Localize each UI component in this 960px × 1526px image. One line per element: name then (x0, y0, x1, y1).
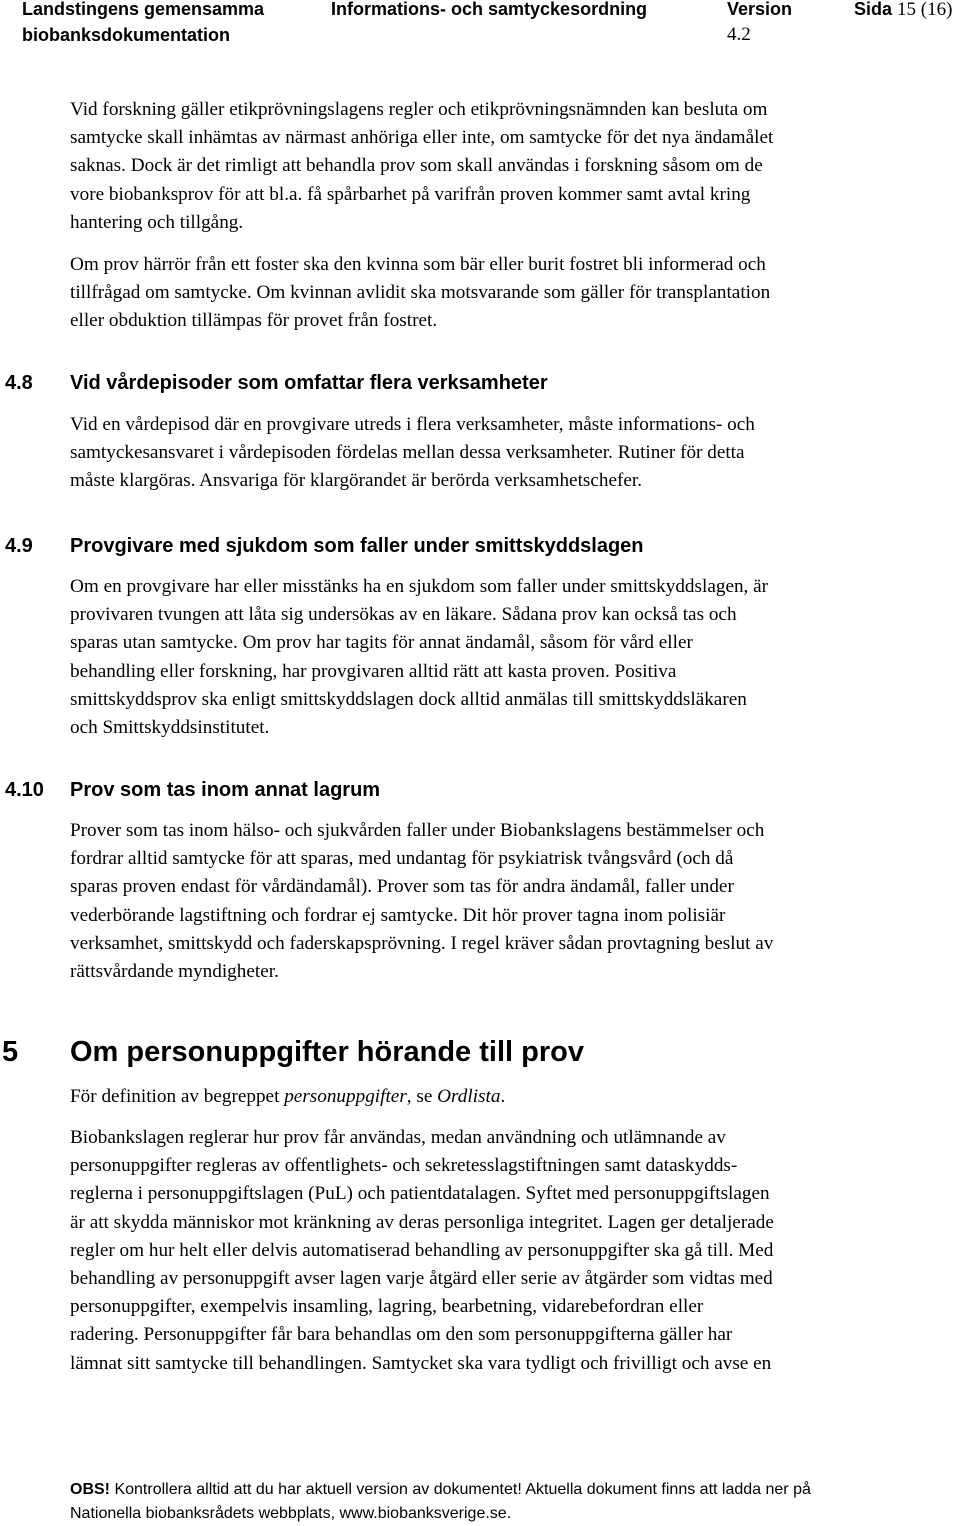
text-line: Om en provgivare har eller misstänks ha en sjukdom som faller under smittskyddslagen, är (70, 576, 769, 597)
header-version-number: 4.2 (727, 24, 751, 45)
section-4-10-body (70, 817, 773, 986)
chapter-5-number: 5 (2, 1036, 19, 1068)
section-4-9-body (70, 573, 768, 742)
text-line: rättsvårdande myndigheter. (70, 961, 279, 983)
text-line: behandling eller forskning, har provgivaren alltid rätt att kasta proven. Positiva (70, 660, 677, 682)
text-line: vederbörande lagstiftning och fordrar ej samtycke. Dit hör prover tagna inom polisiär (70, 904, 726, 926)
text-line: måste klargöras. Ansvariga för klargörandet är berörda verksamhetschefer. (70, 470, 643, 492)
text-line: provivaren tvungen att låta sig undersökas av en läkare. Sådana prov kan också tas och (70, 604, 737, 626)
text-line: smittskyddsprov ska enligt smittskyddslagen dock alltid anmälas till smittskyddsläkaren (70, 688, 747, 710)
text-line: är att skydda människor mot kränkning av deras personliga integritet. Lagen ger detaljerade (70, 1211, 774, 1233)
definition-suffix: . (500, 1086, 506, 1107)
text-line: Prover som tas inom hälso- och sjukvården faller under Biobankslagens bestämmelser och (70, 820, 765, 841)
text-line: samtycke skall inhämtas av närmast anhöriga eller inte, om samtycke för det nya ändamålet (70, 127, 774, 149)
text-line: fordrar alltid samtycke för att sparas, med undantag för psykiatrisk tvångsvård (och då (70, 848, 734, 870)
header-page (854, 0, 952, 23)
header-organization (22, 0, 264, 48)
text-line: radering. Personuppgifter får bara behandlas om den som personuppgifterna gäller har (70, 1324, 733, 1346)
text-line: regler om hur helt eller delvis automatiserad behandling av personuppgifter ska gå till. Med (70, 1239, 774, 1261)
text-line: Vid forskning gäller etikprövningslagens regler och etikprövningsnämnden kan besluta om (70, 99, 768, 120)
chapter-5-heading: Om personuppgifter hörande till prov (70, 1036, 584, 1068)
footer-obs: OBS! (70, 1481, 110, 1498)
definition-term: personuppgifter (284, 1086, 407, 1107)
text-line: hantering och tillgång. (70, 211, 244, 233)
text-line: sparas utan samtycke. Om prov har tagits för annat ändamål, såsom för vård eller (70, 632, 693, 654)
footer-notice (70, 1478, 811, 1526)
header-page-label: Sida (854, 0, 893, 19)
text-line: och Smittskyddsinstitutet. (70, 717, 270, 739)
definition-prefix: För definition av begreppet (70, 1086, 285, 1107)
section-4-8-body (70, 411, 755, 496)
text-line: Vid en vårdepisod där en provgivare utreds i flera verksamheter, måste informations- och (70, 414, 755, 435)
header-document-title: Informations- och samtyckesordning (331, 0, 648, 19)
text-line: personuppgifter regleras av offentlighets- och sekretesslagstiftningen samt dataskydds- (70, 1155, 738, 1177)
section-4-10-number: 4.10 (5, 779, 44, 801)
header-version (727, 0, 792, 48)
text-line: reglerna i personuppgiftslagen (PuL) och patientdatalagen. Syftet med personuppgiftslagen (70, 1183, 770, 1205)
section-4-8-heading: Vid vårdepisoder som omfattar flera verksamheter (70, 372, 548, 394)
intro-paragraph-1 (70, 96, 773, 237)
text-line: samtyckesansvaret i vårdepisoden fördelas mellan dessa verksamheter. Rutiner för detta (70, 442, 745, 464)
intro-paragraph-2 (70, 251, 770, 336)
section-4-9-heading: Provgivare med sjukdom som faller under smittskyddslagen (70, 535, 644, 557)
text-line: lämnat sitt samtycke till behandlingen. Samtycket ska vara tydligt och frivilligt och avse en (70, 1352, 772, 1374)
footer-line2: Nationella biobanksrådets webbplats, www.biobanksverige.se. (70, 1505, 512, 1522)
text-line: eller obduktion tillämpas för provet från fostret. (70, 310, 438, 332)
header-org-line2: biobanksdokumentation (22, 25, 231, 45)
header-org-line1: Landstingens gemensamma (22, 0, 265, 19)
section-4-9-number: 4.9 (5, 535, 33, 557)
header-version-label: Version (727, 0, 793, 19)
text-line: tillfrågad om samtycke. Om kvinnan avlidit ska motsvarande som gäller för transplantation (70, 282, 771, 304)
definition-mid: , se (406, 1086, 438, 1107)
section-4-8-number: 4.8 (5, 372, 33, 394)
definition-reference: Ordlista (437, 1086, 501, 1107)
footer-line1: Kontrollera alltid att du har aktuell version av dokumentet! Aktuella dokument finns att ladda ner på (110, 1481, 811, 1498)
text-line: behandling av personuppgift avser lagen varje åtgärd eller serie av åtgärder som vidtas med (70, 1268, 773, 1290)
section-4-10-heading: Prov som tas inom annat lagrum (70, 779, 381, 801)
header-page-number: 15 (16) (897, 0, 953, 20)
text-line: vore biobanksprov för att bl.a. få spårbarhet på varifrån proven kommer samt avtal kring (70, 183, 751, 205)
text-line: verksamhet, smittskydd och faderskapsprövning. I regel kräver sådan provtagning beslut av (70, 932, 774, 954)
text-line: Biobankslagen reglerar hur prov får användas, medan användning och utlämnande av (70, 1127, 726, 1148)
text-line: Om prov härrör från ett foster ska den kvinna som bär eller burit fostret bli informerad och (70, 254, 766, 275)
definition-line (70, 1083, 505, 1111)
text-line: saknas. Dock är det rimligt att behandla prov som skall användas i forskning såsom om de (70, 155, 763, 177)
text-line: sparas proven endast för vårdändamål). Prover som tas för andra ändamål, faller under (70, 876, 734, 898)
chapter-5-body (70, 1124, 774, 1378)
text-line: personuppgifter, exempelvis insamling, lagring, bearbetning, vidarebefordran eller (70, 1296, 704, 1318)
